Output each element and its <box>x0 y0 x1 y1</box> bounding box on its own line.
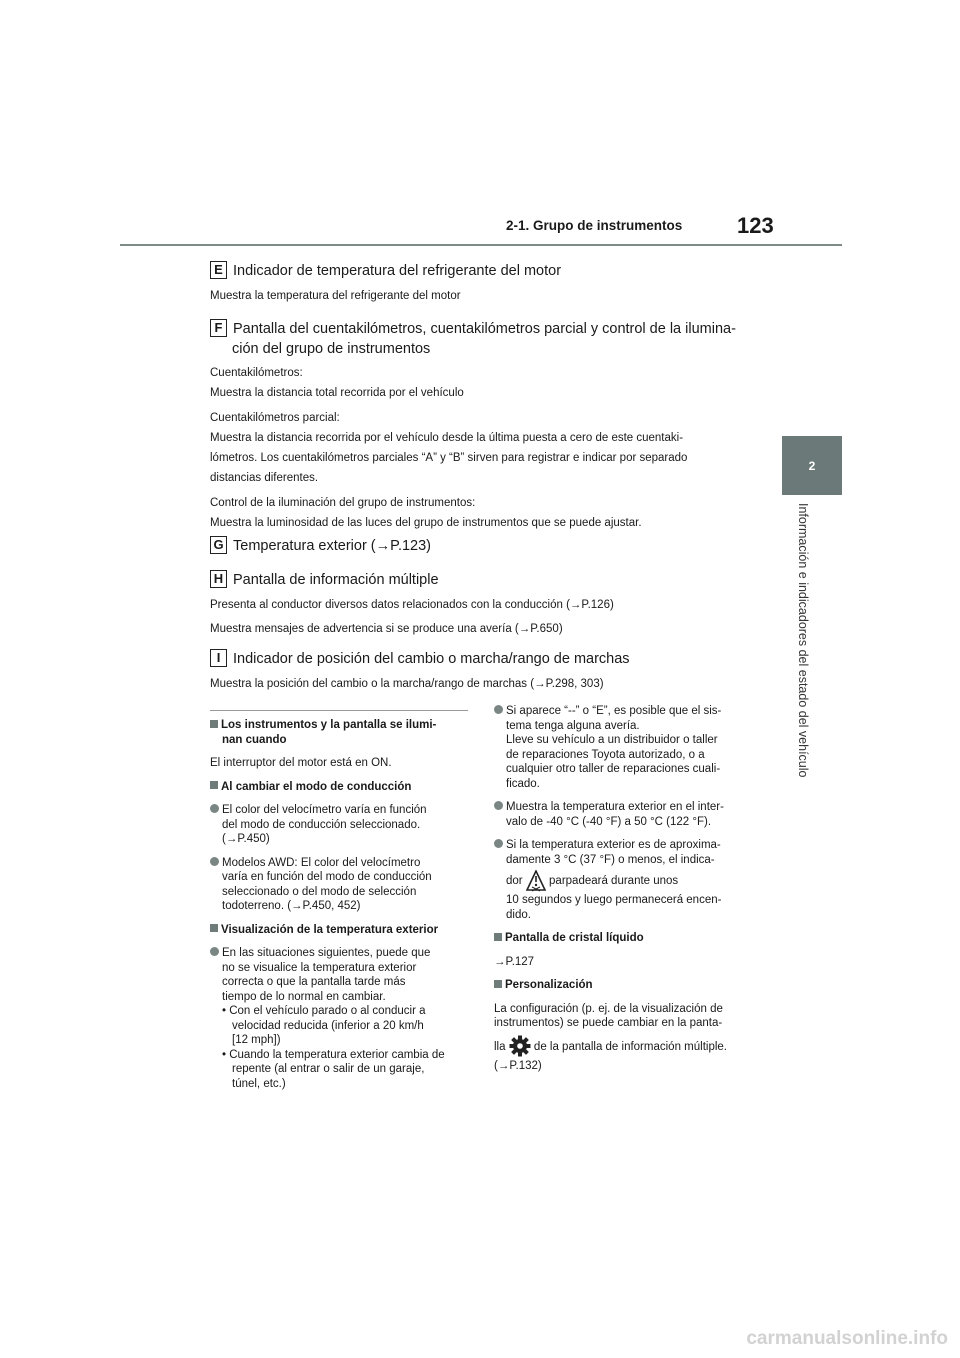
callout-letter: F <box>210 319 227 337</box>
watermark-text: carmanualsonline.info <box>746 1328 948 1349</box>
square-bullet-icon <box>210 781 218 789</box>
callout-letter: G <box>210 536 227 554</box>
callout-letter: I <box>210 649 227 667</box>
square-bullet-icon <box>210 924 218 932</box>
gear-icon <box>509 1035 531 1057</box>
callout-letter: E <box>210 261 227 279</box>
section-f-heading-cont: ción del grupo de instrumentos <box>232 341 431 357</box>
round-bullet-icon <box>210 857 219 866</box>
section-f-heading: F Pantalla del cuentakilómetros, cuentakilómetros parcial y control de la ilumina- <box>210 320 736 338</box>
callout-letter: H <box>210 570 227 588</box>
round-bullet-icon <box>494 705 503 714</box>
square-bullet-icon <box>494 980 502 988</box>
round-bullet-icon <box>494 801 503 810</box>
notes-left-column: Los instrumentos y la pantalla se ilumi- nan cuando El interruptor del motor está en ON. Al cambiar el modo de conducción El color del velocímetro varía en función del modo de conducción seleccionado. (→P.450) Modelos AWD: El color del velocímetro varía en función del modo de conducción seleccionado o del modo de selección todoterreno. (→P.450, 452) Visualización de la temperatura exterior En las situaciones siguientes, puede que no se visualice la temperatura exterior correcta o que la pantalla tarde más tiempo de lo normal en cambiar. • Con el vehículo parado o al conducir a velocidad reducida (inferior a 20 km/h [12 mph]) • Cuando la temperatura exterior cambia de repente (al entrar o salir de un garaje, túnel, etc.) <box>210 719 445 1090</box>
chapter-label: Información e indicadores del estado del vehículo <box>796 503 810 778</box>
square-bullet-icon <box>494 933 502 941</box>
section-title: 2-1. Grupo de instrumentos <box>506 218 683 233</box>
round-bullet-icon <box>210 947 219 956</box>
section-e-heading: E Indicador de temperatura del refrigerante del motor <box>210 262 561 280</box>
section-g-heading: G Temperatura exterior (→P.123) <box>210 537 431 555</box>
notes-right-column: Si aparece “--” o “E”, es posible que el sis- tema tenga alguna avería. Lleve su vehículo a un distribuidor o taller de reparaciones Toyota autorizado, o a cualquier otro taller de reparaciones cuali- ficado. Muestra la temperatura exterior en el inter- valo de -40 °C (-40 °F) a 50 °C (122 °F). Si la temperatura exterior es de aproxima- damente 3 °C (37 °F) o menos, el indica- dor parpadeará durante unos 10 segundos y luego permanecerá encen- dido. Pantalla de cristal líquido →P.127 Personalización La configuración (p. ej. de la visualización de instrumentos) se puede cambiar en la panta- lla de la pantalla de información múltiple. (→P.132) <box>494 705 727 1072</box>
page-number: 123 <box>737 213 774 238</box>
header-divider <box>120 244 842 246</box>
section-i-text: Muestra la posición del cambio o la marcha/rango de marchas (→P.298, 303) <box>210 678 604 690</box>
section-i-heading: I Indicador de posición del cambio o marcha/rango de marchas <box>210 650 630 668</box>
notes-divider <box>210 710 468 711</box>
round-bullet-icon <box>210 804 219 813</box>
square-bullet-icon <box>210 720 218 728</box>
chapter-tab: 2 <box>782 436 842 495</box>
section-h-heading: H Pantalla de información múltiple <box>210 571 439 589</box>
outside-temp-warning-icon <box>526 870 546 892</box>
section-h-text: Presenta al conductor diversos datos relacionados con la conducción (→P.126) Muestra mensajes de advertencia si se produce una avería (→P.650) <box>210 599 614 635</box>
section-e-text: Muestra la temperatura del refrigerante del motor <box>210 290 461 302</box>
section-f-text: Cuentakilómetros: Muestra la distancia total recorrida por el vehículo Cuentakilómetros parcial: Muestra la distancia recorrida por el vehículo desde la última puesta a cero de este cuentaki- lómetros. Los cuentakilómetros parciales “A” y “B” sirven para registrar e indicar por separado distancias diferentes. Control de la iluminación del grupo de instrumentos: Muestra la luminosidad de las luces del grupo de instrumentos que se puede ajustar. <box>210 367 688 529</box>
round-bullet-icon <box>494 839 503 848</box>
